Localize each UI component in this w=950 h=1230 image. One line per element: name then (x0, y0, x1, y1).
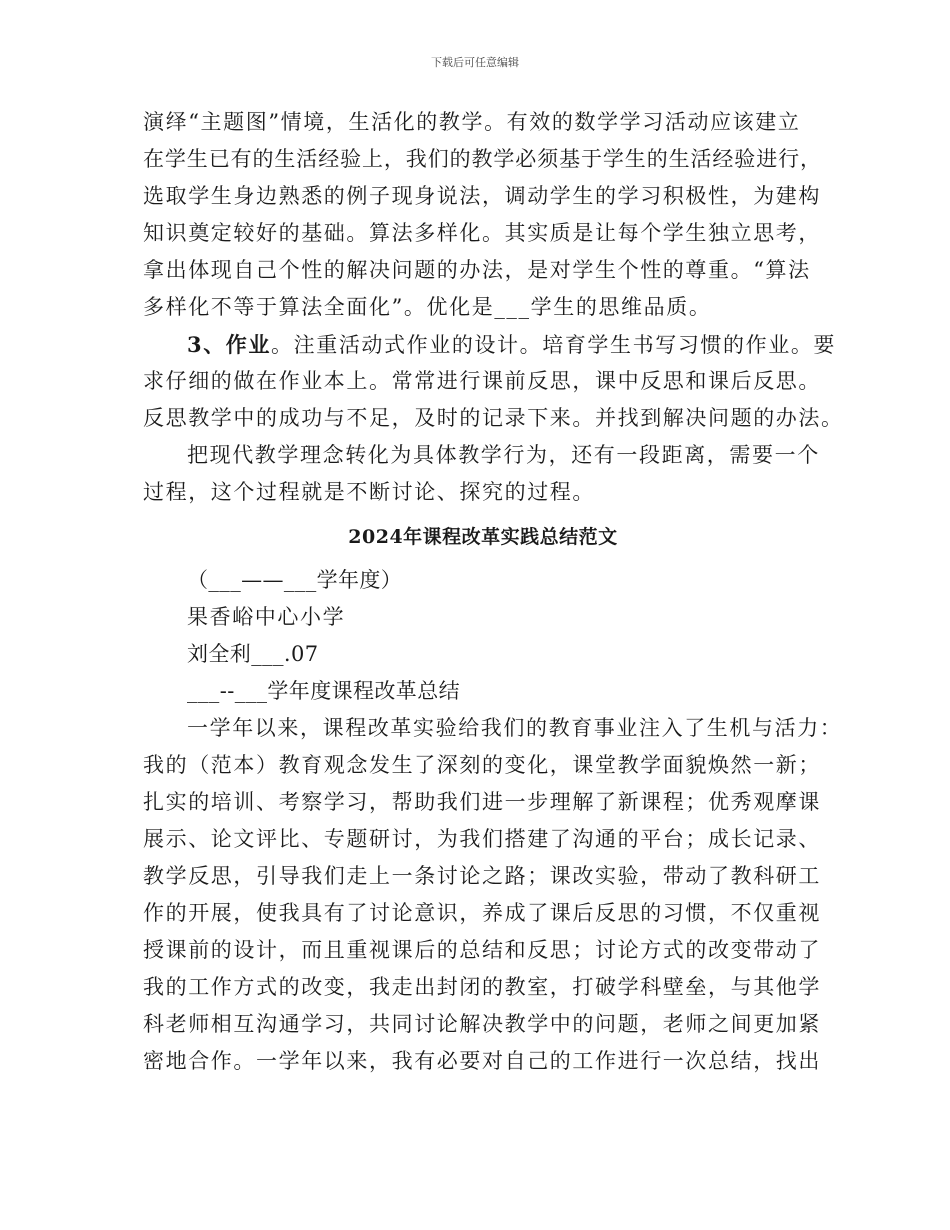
text-line: 演绎“主题图”情境，生活化的教学。有效的数学学习活动应该建立 (143, 110, 801, 134)
text-line: 过程，这个过程就是不断讨论、探究的过程。 (143, 480, 595, 504)
text-line: 在学生已有的生活经验上，我们的教学必须基于学生的生活经验进行， (143, 147, 822, 171)
text-line: 扎实的培训、考察学习，帮助我们进一步理解了新课程；优秀观摩课 (143, 790, 821, 814)
text-line: 授课前的设计，而且重视课后的总结和反思；讨论方式的改变带动了 (143, 938, 821, 962)
article-body (143, 710, 843, 1080)
section-heading: 3、作业 (187, 332, 272, 357)
text-line: 作的开展，使我具有了讨论意识，养成了课后反思的习惯，不仅重视 (143, 901, 821, 925)
text-fragment: 。注重活动式作业的设计。培育学生书写习惯的作业。要 (271, 333, 837, 357)
text-line: 拿出体现自己个性的解决问题的办法，是对学生个性的尊重。“算法 (143, 258, 811, 282)
text-line: 展示、论文评比、专题研讨，为我们搭建了沟通的平台；成长记录、 (143, 827, 821, 851)
text-line: 把现代教学理念转化为具体教学行为，还有一段距离，需要一个 (187, 443, 820, 467)
article-meta (143, 562, 823, 710)
text-line: 我的（范本）教育观念发生了深刻的变化，课堂教学面貌焕然一新； (143, 753, 821, 777)
paragraph-homework (143, 326, 844, 437)
text-line: 一学年以来，课程改革实验给我们的教育事业注入了生机与活力： (187, 716, 843, 740)
text-line: 多样化不等于算法全面化”。优化是___学生的思维品质。 (143, 295, 712, 319)
text-line (143, 326, 837, 363)
text-line: 反思教学中的成功与不足，及时的记录下来。并找到解决问题的办法。 (143, 406, 844, 430)
paragraph-methods (143, 104, 823, 326)
school-year-line: （___——___学年度） (187, 568, 403, 592)
paragraph-conclusion (143, 437, 823, 511)
text-line: 知识奠定较好的基础。算法多样化。其实质是让每个学生独立思考， (143, 221, 821, 245)
text-line: 科老师相互沟通学习，共同讨论解决教学中的问题，老师之间更加紧 (143, 1012, 821, 1036)
page-header: 下载后可任意编辑 (431, 56, 519, 69)
text-line: 求仔细的做在作业本上。常常进行课前反思，课中反思和课后反思。 (143, 369, 821, 393)
document-body (143, 104, 844, 1080)
author-date: 刘全利___.07 (187, 642, 319, 666)
school-name: 果香峪中心小学 (187, 605, 346, 629)
text-line: 选取学生身边熟悉的例子现身说法，调动学生的学习积极性，为建构 (143, 184, 821, 208)
article-subtitle: ___--___学年度课程改革总结 (187, 679, 460, 703)
text-line: 我的工作方式的改变，我走出封闭的教室，打破学科壁垒，与其他学 (143, 975, 821, 999)
text-line: 密地合作。一学年以来，我有必要对自己的工作进行一次总结，找出 (143, 1049, 821, 1073)
text-line: 教学反思，引导我们走上一条讨论之路；课改实验，带动了教科研工 (143, 864, 821, 888)
article-title: 2024年课程改革实践总结范文 (348, 526, 618, 548)
